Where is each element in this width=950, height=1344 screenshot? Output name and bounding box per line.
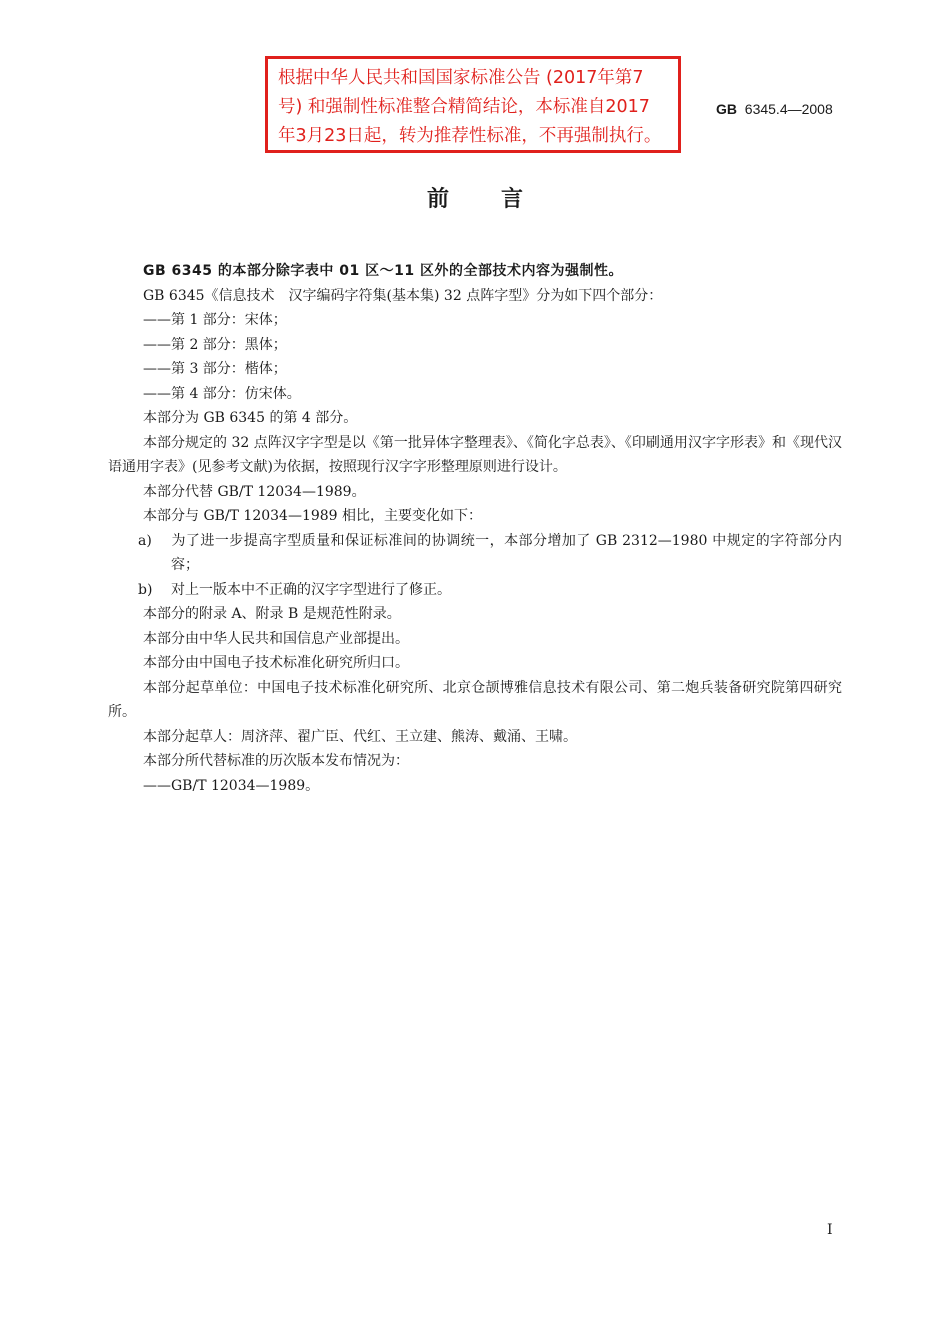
paragraph-part-4: ——第 4 部分：仿宋体。 [143, 385, 301, 402]
paragraph-drafting-units: 本部分起草单位：中国电子技术标准化研究所、北京仓颉博雅信息技术有限公司、第二炮兵装备研究院第四研究所。 [108, 679, 842, 720]
paragraph-history-intro: 本部分所代替标准的历次版本发布情况为： [143, 753, 409, 769]
paragraph-part-2: ——第 2 部分：黑体； [143, 336, 287, 353]
paragraph-part-1: ——第 1 部分：宋体； [143, 312, 287, 328]
change-text: 为了进一步提高字型质量和保证标准间的协调统一，本部分增加了 GB 2312—1980 中规定的字符部分内容； [171, 532, 842, 573]
paragraph-basis: 本部分规定的 32 点阵汉字字型是以《第一批异体字整理表》、《简化字总表》、《印刷通用汉字字形表》和《现代汉语通用字表》(见参考文献)为依据，按照现行汉字字形整理原则进行设计。 [108, 434, 842, 475]
change-marker: b) [138, 581, 153, 598]
paragraph-this-part: 本部分为 GB 6345 的第 4 部分。 [143, 410, 358, 426]
paragraph-history-item: ——GB/T 12034—1989。 [143, 777, 320, 794]
notice-line: 号) 和强制性标准整合精简结论，本标准自2017 [278, 97, 650, 117]
change-marker: a) [138, 532, 152, 549]
change-item-a [108, 529, 842, 578]
standard-code-number: 6345.4—2008 [744, 101, 833, 117]
mandatory-standard-notice [265, 56, 681, 153]
change-text: 对上一版本中不正确的汉字字型进行了修正。 [171, 581, 451, 598]
page-number: I [827, 1222, 833, 1238]
paragraph-replaces: 本部分代替 GB/T 12034—1989。 [143, 483, 366, 500]
paragraph-drafters: 本部分起草人：周济萍、翟广臣、代红、王立建、熊涛、戴涌、王啸。 [143, 728, 577, 745]
paragraph-mandatory-scope: GB 6345 的本部分除字表中 01 区～11 区外的全部技术内容为强制性。 [143, 263, 623, 279]
paragraph-part-3: ——第 3 部分：楷体； [143, 361, 287, 377]
paragraph-annexes: 本部分的附录 A、附录 B 是规范性附录。 [143, 606, 401, 622]
paragraph-parts-intro: GB 6345《信息技术 汉字编码字符集(基本集) 32 点阵字型》分为如下四个部分： [143, 287, 663, 304]
standard-code-prefix: GB [716, 101, 737, 117]
standard-code [716, 101, 833, 117]
notice-line: 根据中华人民共和国国家标准公告 (2017年第7 [278, 68, 644, 88]
foreword-body [108, 259, 842, 798]
page-title: 前言 [426, 187, 575, 212]
paragraph-administered-by: 本部分由中国电子技术标准化研究所归口。 [143, 655, 409, 671]
paragraph-proposed-by: 本部分由中华人民共和国信息产业部提出。 [143, 630, 409, 647]
change-item-b [108, 578, 842, 603]
notice-line: 年3月23日起，转为推荐性标准，不再强制执行。 [278, 126, 662, 146]
paragraph-changes-intro: 本部分与 GB/T 12034—1989 相比，主要变化如下： [143, 508, 483, 524]
